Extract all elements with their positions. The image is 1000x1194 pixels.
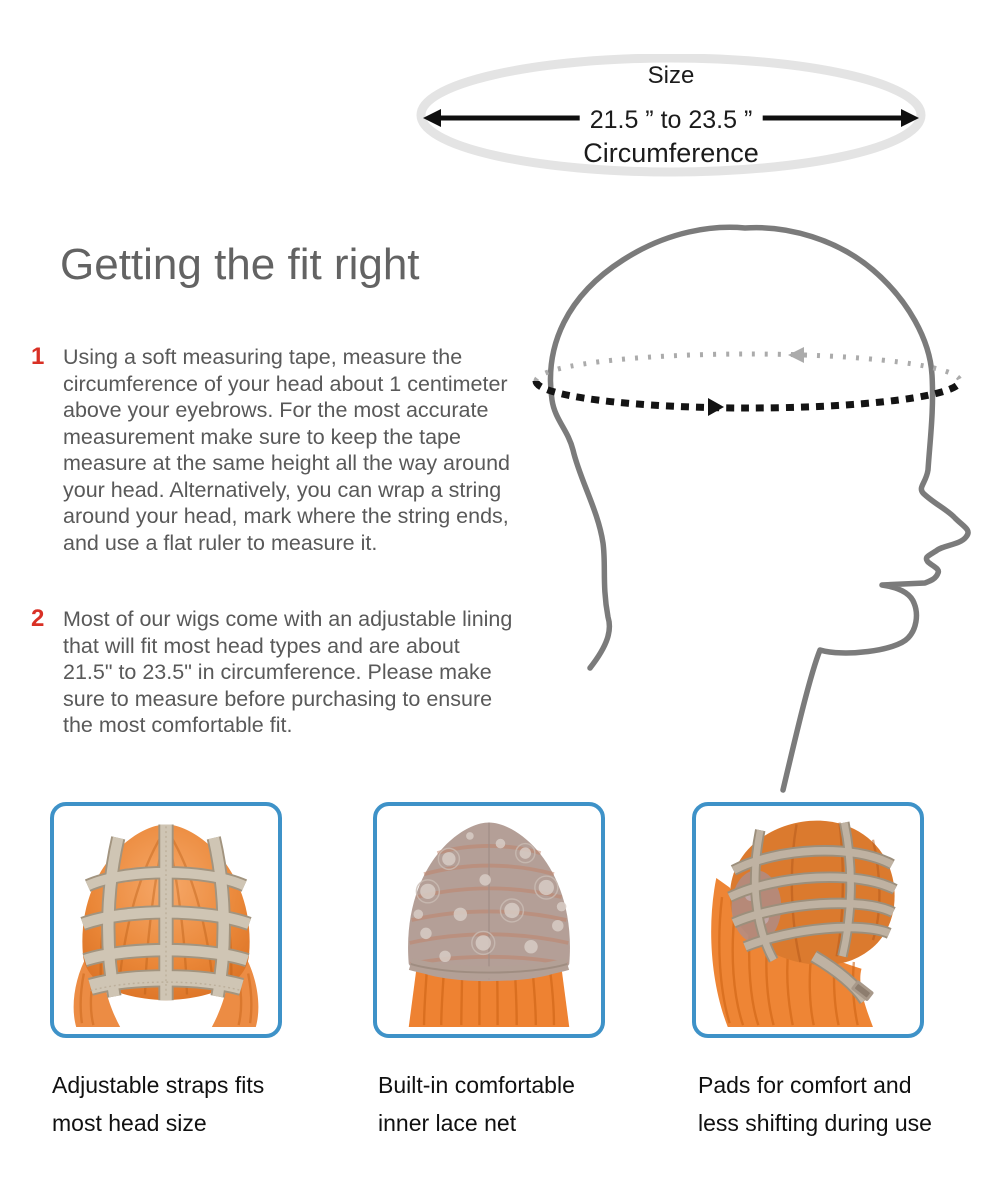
section-heading: Getting the fit right — [60, 240, 420, 289]
head-outline — [550, 227, 968, 790]
step-2-text: Most of our wigs come with an adjustable lining that will fit most head types and are about 21.5" to 23.5" in circumference. Please make sure to measure before purchasing to ensure the most comfortable fit. — [63, 607, 513, 737]
wig-cap-lace-net-photo — [382, 811, 596, 1029]
tape-arrow-right-icon — [708, 398, 724, 416]
step-1-number: 1 — [31, 343, 45, 370]
head-profile-figure — [528, 215, 1000, 800]
wig-cap-side-pads-photo — [701, 811, 915, 1029]
feature-caption-straps — [52, 1066, 338, 1142]
step-1-text: Using a soft measuring tape, measure the circumference of your head about 1 centimeter above your eyebrows. For the most accurate measurement make sure to keep the tape measure at the same height all the way around your head. Alternatively, you can wrap a string around your head, mark where the string ends, and use a flat ruler to measure it. — [63, 345, 510, 555]
feature-card-lace-net — [373, 802, 605, 1038]
caption-line: Built-in comfortable — [378, 1072, 575, 1098]
feature-caption-pads — [698, 1066, 984, 1142]
caption-line: Pads for comfort and — [698, 1072, 912, 1098]
feature-caption-lace-net — [378, 1066, 664, 1142]
feature-card-straps — [50, 802, 282, 1038]
head-profile-icon — [528, 215, 1000, 800]
caption-line: Adjustable straps fits — [52, 1072, 265, 1098]
circumference-label: Circumference — [583, 138, 759, 168]
step-2-number: 2 — [31, 605, 45, 632]
caption-line: less shifting during use — [698, 1110, 932, 1136]
caption-line: most head size — [52, 1110, 207, 1136]
size-label: Size — [647, 62, 695, 89]
step-1 — [31, 344, 517, 556]
measuring-tape-front-line — [536, 381, 960, 408]
measuring-tape-back-line — [536, 354, 960, 381]
size-range-value: 21.5 ” to 23.5 ” — [580, 106, 763, 135]
tape-arrow-left-icon — [788, 347, 804, 363]
step-2 — [31, 606, 517, 739]
size-ellipse-figure — [415, 54, 927, 178]
feature-card-pads — [692, 802, 924, 1038]
wig-cap-back-straps-photo — [59, 811, 273, 1029]
caption-line: inner lace net — [378, 1110, 517, 1136]
